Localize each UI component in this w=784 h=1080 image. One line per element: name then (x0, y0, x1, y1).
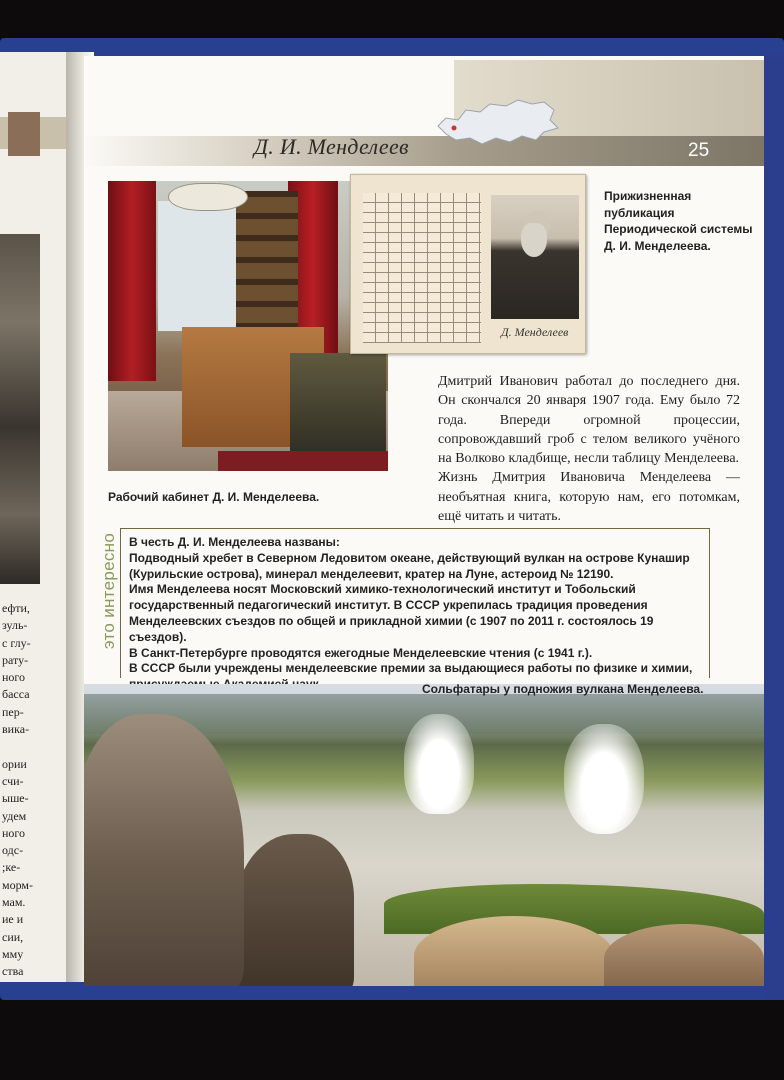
fact-line: В честь Д. И. Менделеева названы: (129, 535, 340, 549)
fact-line: Имя Менделеева носят Московский химико-технологический институт и Тобольский государственный педагогический институт. В СССР укрепилась традиция проведения Менделеевских съездов по общей и прикладной химии (с 1907 по 2011 г. состоялось 19 съездов). (129, 582, 654, 644)
study-lamp (168, 183, 248, 211)
russia-map-icon (432, 90, 562, 152)
left-page-line: ефти, (2, 601, 30, 615)
study-caption: Рабочий кабинет Д. И. Менделеева. (108, 490, 320, 504)
study-armchair (290, 353, 386, 463)
body-text (438, 372, 740, 526)
fact-line: Подводный хребет в Северном Ледовитом океане, действующий вулкан на острове Кунашир (Курильские острова), минерал менделеевит, кратер на Луне, астероид № 12190. (129, 550, 690, 581)
left-page-line: морм- (2, 877, 34, 892)
book-page (84, 56, 764, 986)
periodic-table-image (363, 193, 481, 343)
volcano-landscape-photo (84, 684, 764, 986)
interesting-side-label (98, 526, 120, 656)
portrait-signature: Д. Менделеев (501, 325, 569, 339)
left-page-line: ие и (2, 912, 24, 927)
body-paragraph: Дмитрий Иванович работал до последнего дня. Он скончался 20 января 1907 года. Ему было 72 года. Впереди огромной процессии, сопровождавший гроб с телом великого учёного на Волково кладбище, несли таблицу Менделеева. (438, 374, 740, 467)
left-page-line: сии, (2, 929, 24, 944)
left-page-line: ;ке- (2, 860, 21, 875)
fumarole-steam (404, 714, 474, 814)
body-paragraph: Жизнь Дмитрия Ивановича Менделеева — необъятная книга, которую нам, его потомкам, ещё читать и читать. (438, 470, 740, 525)
interesting-facts-box (120, 528, 710, 678)
landscape-rock (414, 916, 614, 986)
study-photo (108, 181, 388, 471)
header-band (84, 136, 764, 166)
left-page-line: ного (2, 670, 26, 685)
left-header-tab (8, 112, 40, 156)
left-page-line: удем (2, 808, 27, 823)
portrait-beard (521, 223, 547, 257)
landscape-rock (604, 924, 764, 986)
left-page-line: зуль- (2, 618, 28, 633)
left-page-line: пер- (2, 704, 24, 719)
periodic-table-publication (350, 174, 586, 354)
left-page-line (2, 738, 32, 755)
study-window (158, 201, 236, 331)
left-page-line: мам. (2, 895, 26, 910)
study-curtain-left (108, 181, 156, 381)
left-page-line: рату- (2, 652, 29, 667)
fumarole-steam (564, 724, 644, 834)
landscape-rock (234, 834, 354, 986)
left-page-line: счи- (2, 773, 24, 788)
interesting-label: это интересно (99, 532, 118, 650)
mendeleev-portrait (491, 195, 579, 319)
left-page-photo (0, 234, 40, 584)
left-page-line: одс- (2, 843, 24, 858)
fact-line: В Санкт-Петербурге проводятся ежегодные Менделеевские чтения (с 1941 г.). (129, 645, 593, 660)
book-cover-right-edge (764, 52, 784, 1000)
left-page-line: с глу- (2, 635, 31, 650)
left-page-line: ыше- (2, 791, 29, 806)
publication-caption: Прижизненная публикация Периодической системы Д. И. Менделеева. (604, 189, 753, 253)
study-rug (218, 451, 388, 471)
left-page-line: ства (2, 964, 24, 979)
left-page-line: вика- (2, 722, 30, 737)
left-page-line: басса (2, 687, 30, 702)
left-page-line: мму (2, 946, 24, 961)
left-page-line: ного (2, 825, 26, 840)
chapter-title: Д. И. Менделеев (254, 134, 409, 159)
landscape-rock (84, 714, 244, 986)
left-page-line: ории (2, 756, 27, 771)
landscape-caption: Сольфатары у подножия вулкана Менделеева. (422, 682, 704, 696)
fact-line: В СССР были учреждены менделеевские премии за выдающиеся работы по физике и химии, (129, 661, 693, 676)
page-number: 25 (688, 140, 710, 161)
left-page-text (2, 600, 32, 981)
